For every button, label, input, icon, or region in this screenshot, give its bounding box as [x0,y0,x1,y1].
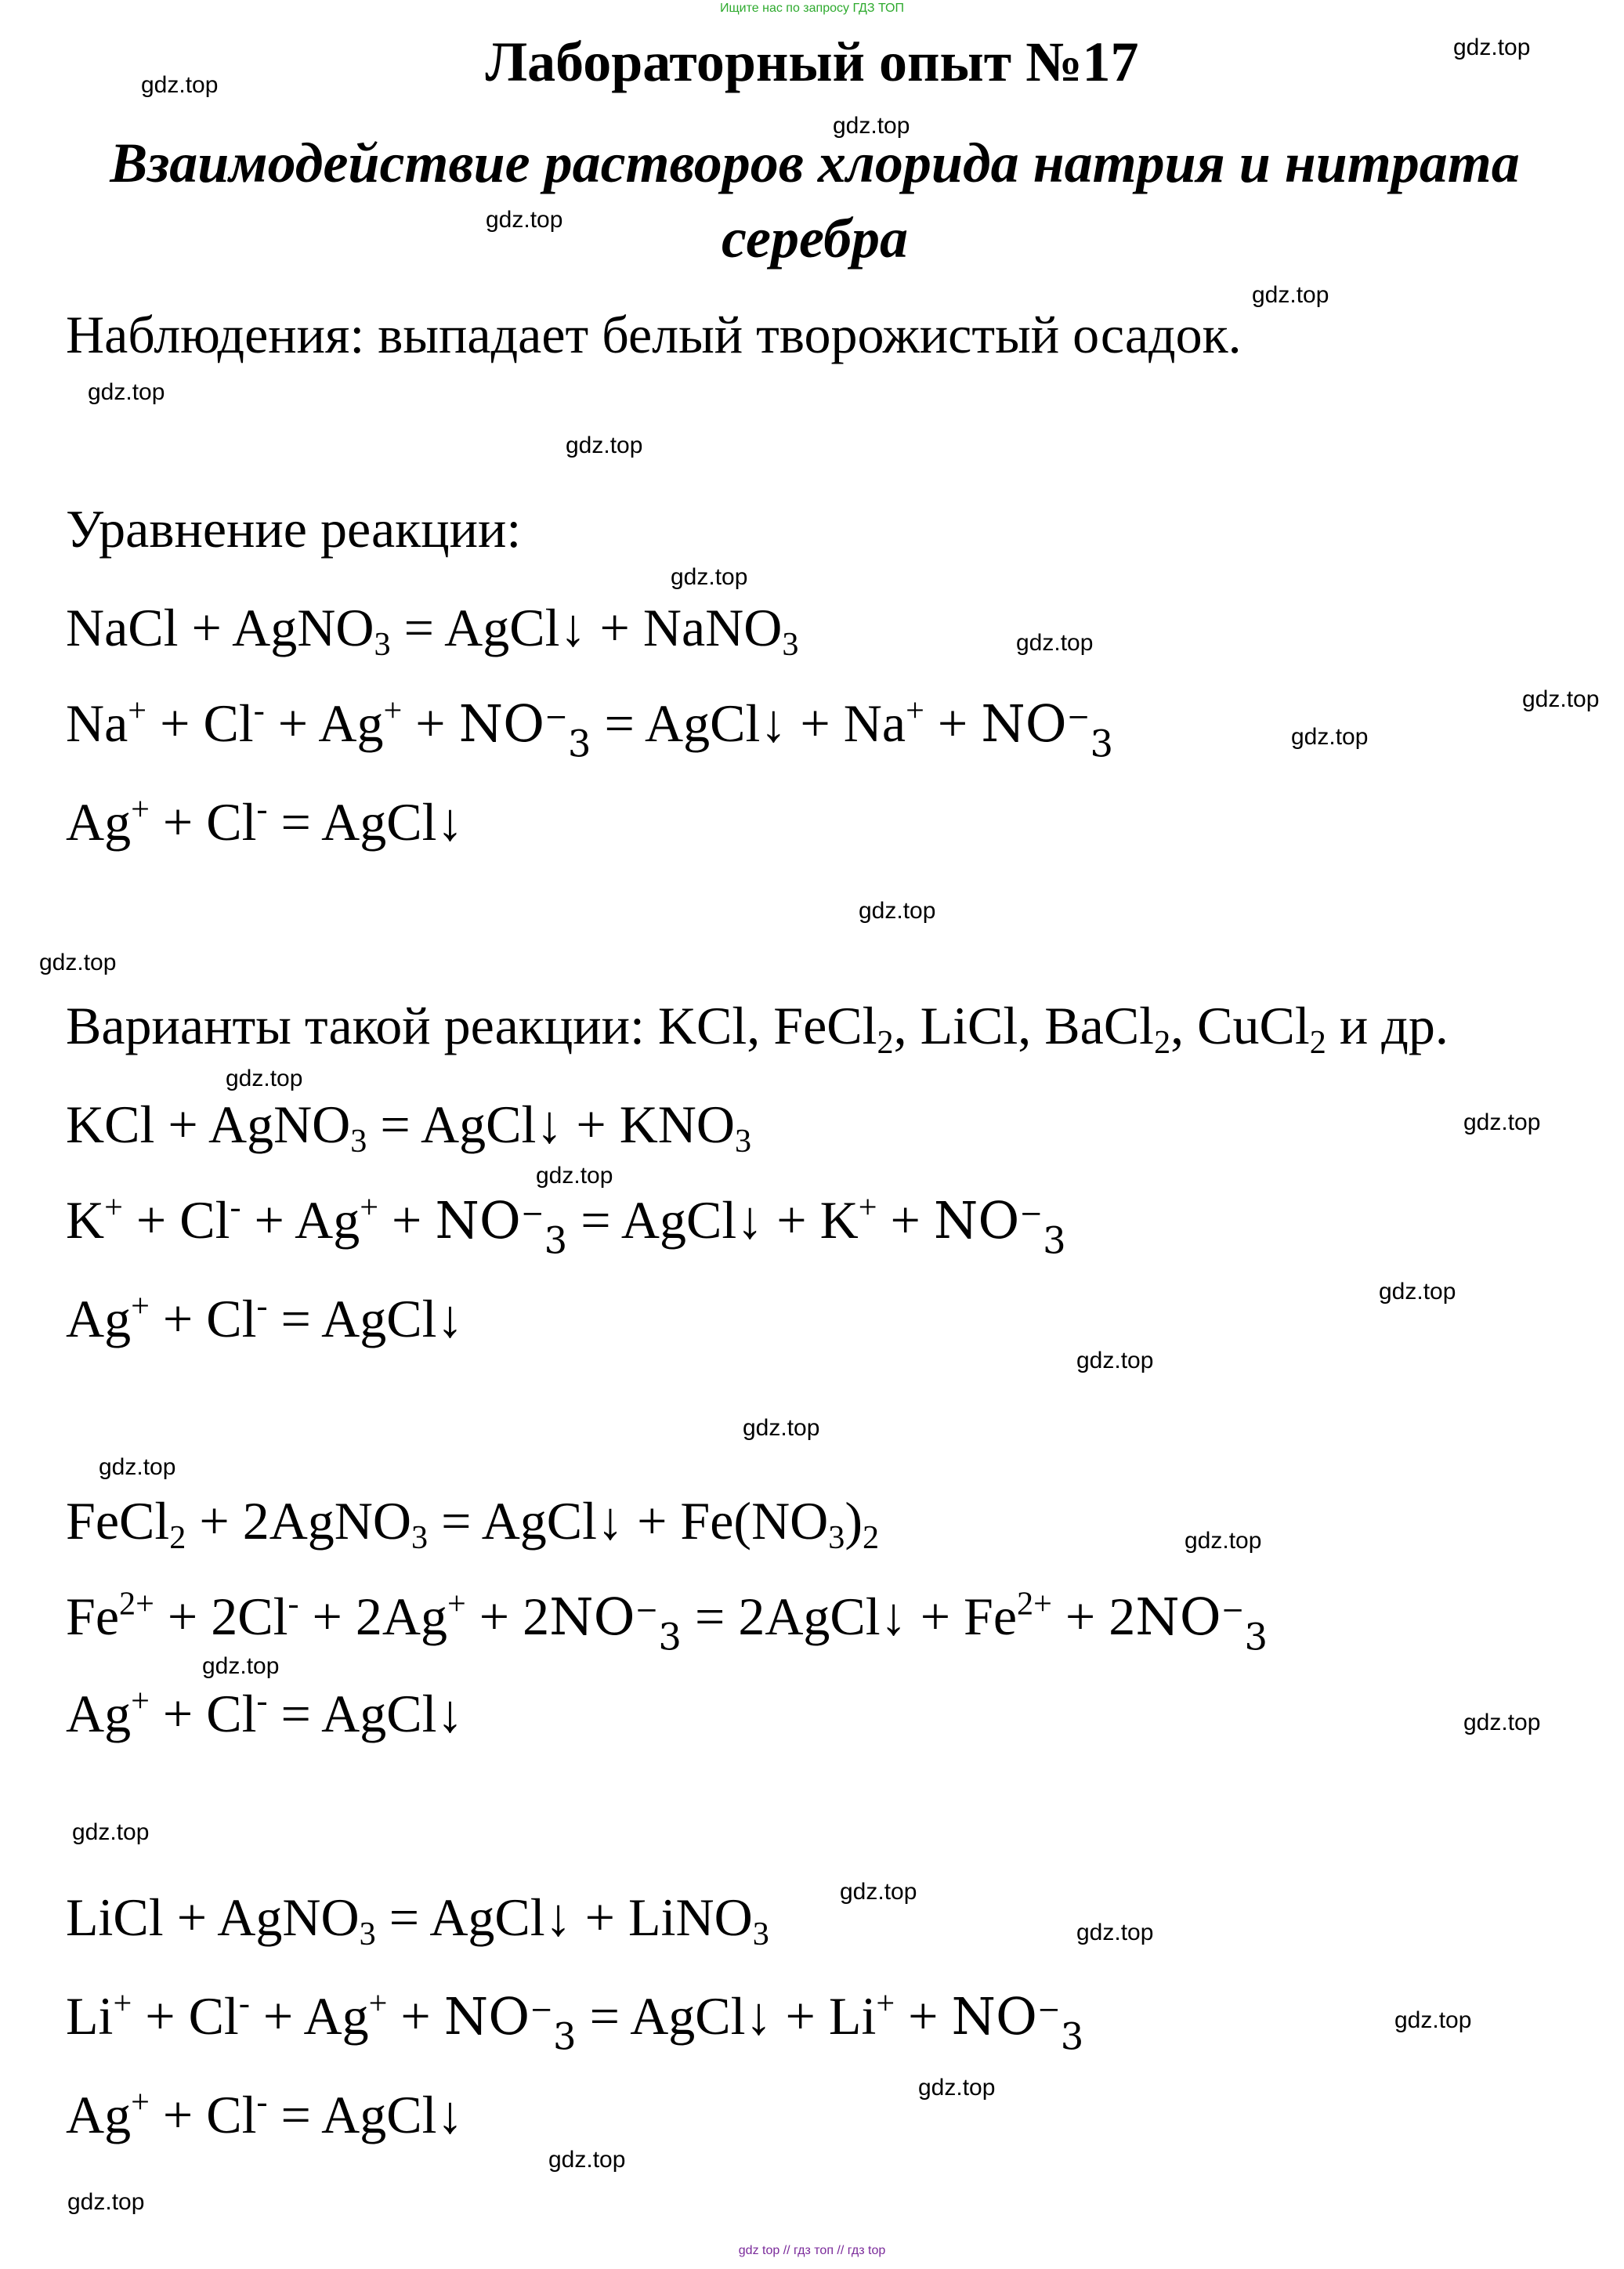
bottom-banner: gdz top // гдз топ // гдз top [738,2244,886,2257]
watermark-text: gdz.top [226,1066,303,1091]
equation-nacl-short-ionic: Ag+ + Cl- = AgCl↓ [66,791,464,852]
watermark-text: gdz.top [1522,686,1600,712]
watermark-text: gdz.top [1076,1348,1154,1373]
watermark-text: gdz.top [39,950,117,975]
watermark-text: gdz.top [1291,724,1369,750]
variants-text: Варианты такой реакции: KCl, FeCl$_2$, LiCl, BaCl$_2$, CuCl$_2$ и др. [66,996,1449,1061]
nitrate-ion: $NO^-_3$ [981,695,1114,765]
watermark-text: gdz.top [536,1163,613,1189]
equation-fecl2-full-ionic: $Fe^{2+} + 2Cl^- + 2Ag^+ + 2NO^-_3$ = 2AgCl↓ + $Fe^{2+} + 2NO^-_3$ [66,1585,1268,1659]
watermark-text: gdz.top [918,2075,996,2101]
watermark-text: gdz.top [486,207,563,233]
equation-kcl-full-ionic: $K^+ + Cl^- + Ag^+ + NO^-_3$ = AgCl↓ + $K^+ + NO^-_3$ [66,1189,1066,1262]
nitrate-ion: $NO^-_3$ [443,1988,577,2058]
watermark-text: gdz.top [548,2147,626,2173]
watermark-text: gdz.top [1463,1109,1541,1135]
equation-nacl-full-ionic: $Na^+ + Cl^- + Ag^+ + NO^-_3$ = AgCl↓ + $Na^+ + NO^-_3$ [66,692,1114,765]
equation-heading: Уравнение реакции: [66,499,522,559]
watermark-text: gdz.top [202,1653,280,1679]
observations-text: Наблюдения: выпадает белый творожистый осадок. [66,305,1242,364]
watermark-text: gdz.top [1185,1528,1262,1554]
page-title: Лабораторный опыт №17 [485,31,1139,93]
watermark-text: gdz.top [671,564,748,590]
watermark-text: gdz.top [566,432,643,458]
nitrate-ion: $NO^-_3$ [458,695,591,765]
page-subtitle: Взаимодействие растворов хлорида натрия и нитрата серебра [110,132,1520,270]
watermark-text: gdz.top [141,72,219,98]
watermark-text: gdz.top [833,113,910,139]
nitrate-ion: $NO^-_3$ [435,1192,568,1262]
watermark-text: gdz.top [1252,282,1329,308]
watermark-text: gdz.top [1453,34,1531,60]
watermark-text: gdz.top [67,2189,145,2215]
equation-kcl-molecular: KCl + AgNO$_3$ = AgCl↓ + $KNO_3$ [66,1095,752,1160]
equation-licl-full-ionic: $Li^+ + Cl^- + Ag^+ + NO^-_3$ = AgCl↓ + $Li^+ + NO^-_3$ [66,1985,1084,2058]
watermark-text: gdz.top [1394,2007,1472,2033]
watermark-text: gdz.top [743,1415,820,1441]
equation-fecl2-short-ionic: Ag+ + Cl- = AgCl↓ [66,1682,464,1743]
equation-licl-short-ionic: Ag+ + Cl- = AgCl↓ [66,2083,464,2144]
nitrate-ion: $NO^-_3$ [951,1988,1084,2058]
watermark-text: gdz.top [1379,1279,1456,1305]
nitrate-ion: $NO^-_3$ [933,1192,1066,1262]
equation-nacl-molecular: NaCl + AgNO$_3$ = AgCl↓ + NaNO$_3$ [66,598,799,663]
watermark-text: gdz.top [1463,1710,1541,1735]
top-banner: Ищите нас по запросу ГДЗ ТОП [720,2,904,15]
watermark-text: gdz.top [859,898,936,924]
watermark-text: gdz.top [1076,1920,1154,1945]
watermark-text: gdz.top [99,1454,176,1480]
equation-fecl2-molecular: FeCl$_2$ + 2AgNO$_3$ = AgCl↓ + $Fe(NO_3)_2$ [66,1491,880,1556]
watermark-text: gdz.top [1016,630,1094,656]
watermark-text: gdz.top [840,1879,917,1905]
watermark-text: gdz.top [72,1819,150,1845]
nitrate-ion: $NO^-_3$ [549,1588,682,1659]
watermark-text: gdz.top [88,379,165,405]
nitrate-ion: $NO^-_3$ [1135,1588,1268,1659]
equation-kcl-short-ionic: Ag+ + Cl- = AgCl↓ [66,1287,464,1348]
equation-licl-molecular: LiCl + AgNO$_3$ = AgCl↓ + LiNO$_3$ [66,1887,769,1952]
